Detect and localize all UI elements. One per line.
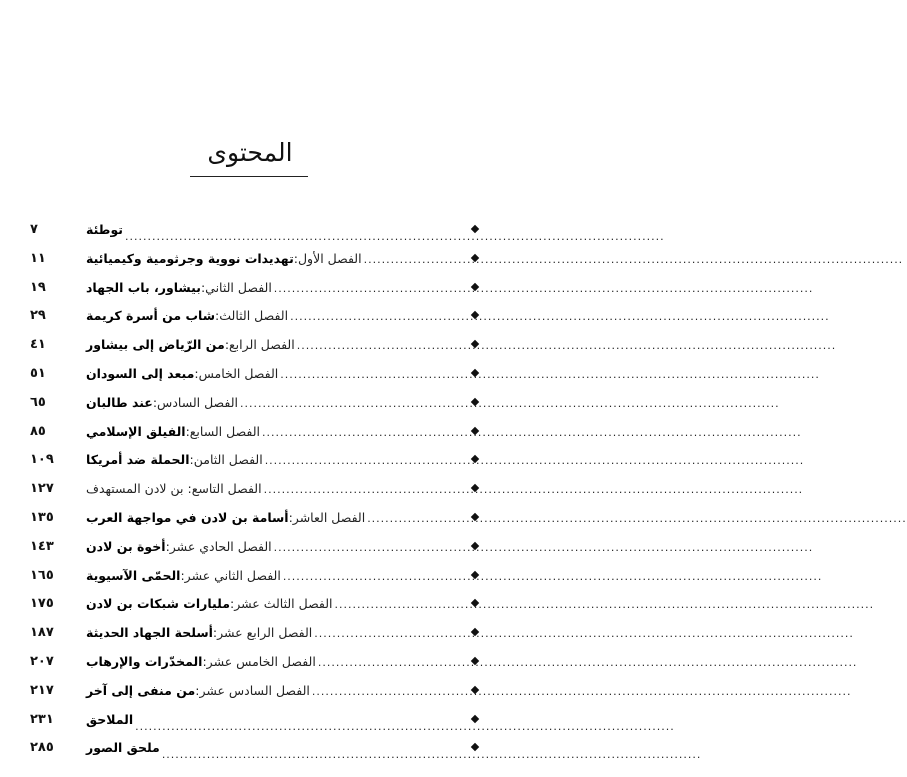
dot-leader: ........................................................................................................................ xyxy=(240,396,780,410)
chapter-title: شاب من أسرة كريمة xyxy=(86,308,216,324)
title-wrap xyxy=(0,138,500,167)
toc-entry[interactable] xyxy=(30,562,823,591)
toc-entry-line xyxy=(86,652,858,673)
toc-entry-text xyxy=(86,220,123,240)
chapter-label: الفصل الثاني عشر: xyxy=(180,567,281,583)
chapter-label: الفصل الأول: xyxy=(293,250,362,266)
toc-entry[interactable] xyxy=(30,706,675,735)
page-number: ٥١ xyxy=(30,365,46,381)
toc-entry-text xyxy=(86,738,160,758)
chapter-label: الفصل الثاني: xyxy=(200,279,272,295)
toc-entry-line xyxy=(86,364,820,385)
dot-leader: ........................................................................................................................ xyxy=(311,684,852,698)
toc-entry[interactable] xyxy=(30,677,852,706)
chapter-label: الفصل السادس عشر: xyxy=(195,682,310,698)
toc-entry-text xyxy=(86,422,260,442)
toc-entry[interactable] xyxy=(30,216,665,245)
toc-entry-text xyxy=(86,623,312,643)
chapter-title: الحملة ضد أمريكا xyxy=(86,452,190,468)
chapter-label: الفصل السابع: xyxy=(185,423,261,439)
chapter-title: من منفى إلى آخر xyxy=(86,682,196,698)
chapter-title: الملاحق xyxy=(86,711,134,727)
toc-entry[interactable] xyxy=(30,648,858,677)
chapter-title: تهديدات نووية وجرثومية وكيميائية xyxy=(86,250,294,266)
toc-entry-text xyxy=(86,537,272,557)
chapter-title: المخدّرات والإرهاب xyxy=(86,653,203,669)
page-number: ٢٩ xyxy=(30,308,46,324)
chapter-title: الفيلق الإسلامي xyxy=(86,423,186,439)
dot-leader: ........................................................................................................................ xyxy=(135,719,675,733)
dot-leader: ........................................................................................................................ xyxy=(264,454,805,468)
chapter-title: توطئة xyxy=(86,222,123,237)
page-number: ٧ xyxy=(30,222,38,237)
dot-leader: ........................................................................................................................ xyxy=(282,569,823,583)
chapter-label: الفصل الرابع عشر: xyxy=(212,625,313,641)
chapter-label: الفصل الثامن: xyxy=(189,452,263,468)
toc-entry[interactable] xyxy=(30,475,804,504)
toc-entry-line xyxy=(86,335,837,356)
toc-entry-line xyxy=(86,220,665,247)
page-number: ٢٠٧ xyxy=(30,653,54,669)
toc-entry-line xyxy=(86,738,702,765)
toc-entry-line xyxy=(86,278,814,299)
toc-entry[interactable] xyxy=(30,418,802,447)
toc-entry-line xyxy=(86,566,823,587)
toc-entry[interactable] xyxy=(30,245,904,274)
chapter-label: الفصل الحادي عشر: xyxy=(165,538,272,554)
toc-entry-text xyxy=(86,710,133,730)
page-title: المحتوى xyxy=(207,138,293,167)
chapter-title: أسلحة الجهاد الحديثة xyxy=(86,625,213,641)
page-number: ١٦٥ xyxy=(30,567,54,583)
toc-entry-line xyxy=(86,306,830,327)
toc-entry-text xyxy=(86,393,238,413)
toc-entry-text xyxy=(86,479,262,499)
chapter-label: الفصل الخامس عشر: xyxy=(202,653,316,669)
page-number: ٢٣١ xyxy=(30,711,54,727)
toc-entry[interactable] xyxy=(30,590,875,619)
chapter-label: الفصل العاشر: xyxy=(288,509,366,525)
toc-entry[interactable] xyxy=(30,389,780,418)
toc-entry-text xyxy=(86,681,310,701)
chapter-title: مبعد إلى السودان xyxy=(86,365,195,381)
chapter-title: من الرّياض إلى بيشاور xyxy=(86,337,225,353)
dot-leader: ........................................................................................................................ xyxy=(296,339,837,353)
dot-leader: ........................................................................................................................ xyxy=(317,655,858,669)
toc-entry-line xyxy=(86,537,814,558)
toc-entry-line xyxy=(86,623,854,644)
toc-entry[interactable] xyxy=(30,360,820,389)
dot-leader: ........................................................................................................................ xyxy=(367,511,907,525)
toc-entry[interactable] xyxy=(30,504,907,533)
page-number: ١٧٥ xyxy=(30,596,54,612)
title-underline xyxy=(190,176,308,177)
page-number: ٤١ xyxy=(30,337,46,353)
page-number: ٦٥ xyxy=(30,394,46,410)
dot-leader: ........................................................................................................................ xyxy=(262,425,802,439)
chapter-title: أخوة بن لادن xyxy=(86,538,166,554)
chapter-title: أسامة بن لادن في مواجهة العرب xyxy=(86,509,289,525)
page-number: ١٣٥ xyxy=(30,509,54,525)
dot-leader: ........................................................................................................................ xyxy=(273,281,814,295)
toc-entry-line xyxy=(86,710,675,737)
toc-entry-line xyxy=(86,422,802,443)
dot-leader: ........................................................................................................................ xyxy=(280,367,820,381)
dot-leader: ........................................................................................................................ xyxy=(125,230,665,243)
toc-entry[interactable] xyxy=(30,446,805,475)
toc-entry-text xyxy=(86,364,278,384)
toc-entry-line xyxy=(86,393,780,414)
chapter-label: الفصل الثالث عشر: xyxy=(230,596,333,612)
page-number: ١٢٧ xyxy=(30,481,54,497)
chapter-label: الفصل السادس: xyxy=(152,394,239,410)
toc-entry[interactable] xyxy=(30,734,702,763)
toc-entry-line xyxy=(86,450,805,471)
toc-entry-text xyxy=(86,278,272,298)
toc-entry[interactable] xyxy=(30,533,814,562)
dot-leader: ........................................................................................................................ xyxy=(314,627,854,641)
chapter-title: عند طالبان xyxy=(86,394,153,410)
dot-leader: ........................................................................................................................ xyxy=(273,540,814,554)
dot-leader: ........................................................................................................................ xyxy=(334,598,875,612)
toc-entry[interactable] xyxy=(30,331,837,360)
chapter-title: بيشاور، باب الجهاد xyxy=(86,279,201,295)
toc-entry-line xyxy=(86,508,907,529)
toc-entry[interactable] xyxy=(30,274,814,303)
page-number: ٢٨٥ xyxy=(30,740,54,756)
dot-leader: ........................................................................................................................ xyxy=(161,748,702,762)
chapter-label: الفصل الخامس: xyxy=(194,365,279,381)
toc-entry-line xyxy=(86,249,904,270)
dot-leader: ........................................................................................................................ xyxy=(263,483,804,497)
page-number: ١١ xyxy=(30,250,46,266)
chapter-title: الحمّى الآسيوية xyxy=(86,567,181,583)
toc-entry-text xyxy=(86,652,316,672)
toc-entry-text xyxy=(86,450,263,470)
toc-entry-text xyxy=(86,306,288,326)
toc-entry[interactable] xyxy=(30,302,830,331)
table-of-contents xyxy=(30,216,907,763)
toc-entry-text xyxy=(86,249,362,269)
chapter-label: الفصل الثالث: xyxy=(215,308,289,324)
toc-entry-text xyxy=(86,594,333,614)
page-number: ١٨٧ xyxy=(30,625,54,641)
chapter-label: الفصل الرابع: xyxy=(224,337,295,353)
page-number: ١٤٣ xyxy=(30,538,54,554)
page-number: ١٩ xyxy=(30,279,46,295)
toc-entry-line xyxy=(86,681,852,702)
chapter-label: الفصل التاسع: بن لادن المستهدف xyxy=(86,481,262,497)
page-number: ٢١٧ xyxy=(30,682,54,698)
chapter-title: ملحق الصور xyxy=(86,740,160,756)
toc-entry-line xyxy=(86,479,804,500)
toc-entry-text xyxy=(86,335,295,355)
page-number: ١٠٩ xyxy=(30,452,54,468)
toc-entry-text xyxy=(86,566,281,586)
dot-leader: ........................................................................................................................ xyxy=(363,252,904,266)
dot-leader: ........................................................................................................................ xyxy=(290,310,830,324)
toc-entry[interactable] xyxy=(30,619,854,648)
toc-entry-line xyxy=(86,594,875,615)
page-number: ٨٥ xyxy=(30,423,46,439)
chapter-title: مليارات شبكات بن لادن xyxy=(86,596,230,612)
toc-entry-text xyxy=(86,508,365,528)
